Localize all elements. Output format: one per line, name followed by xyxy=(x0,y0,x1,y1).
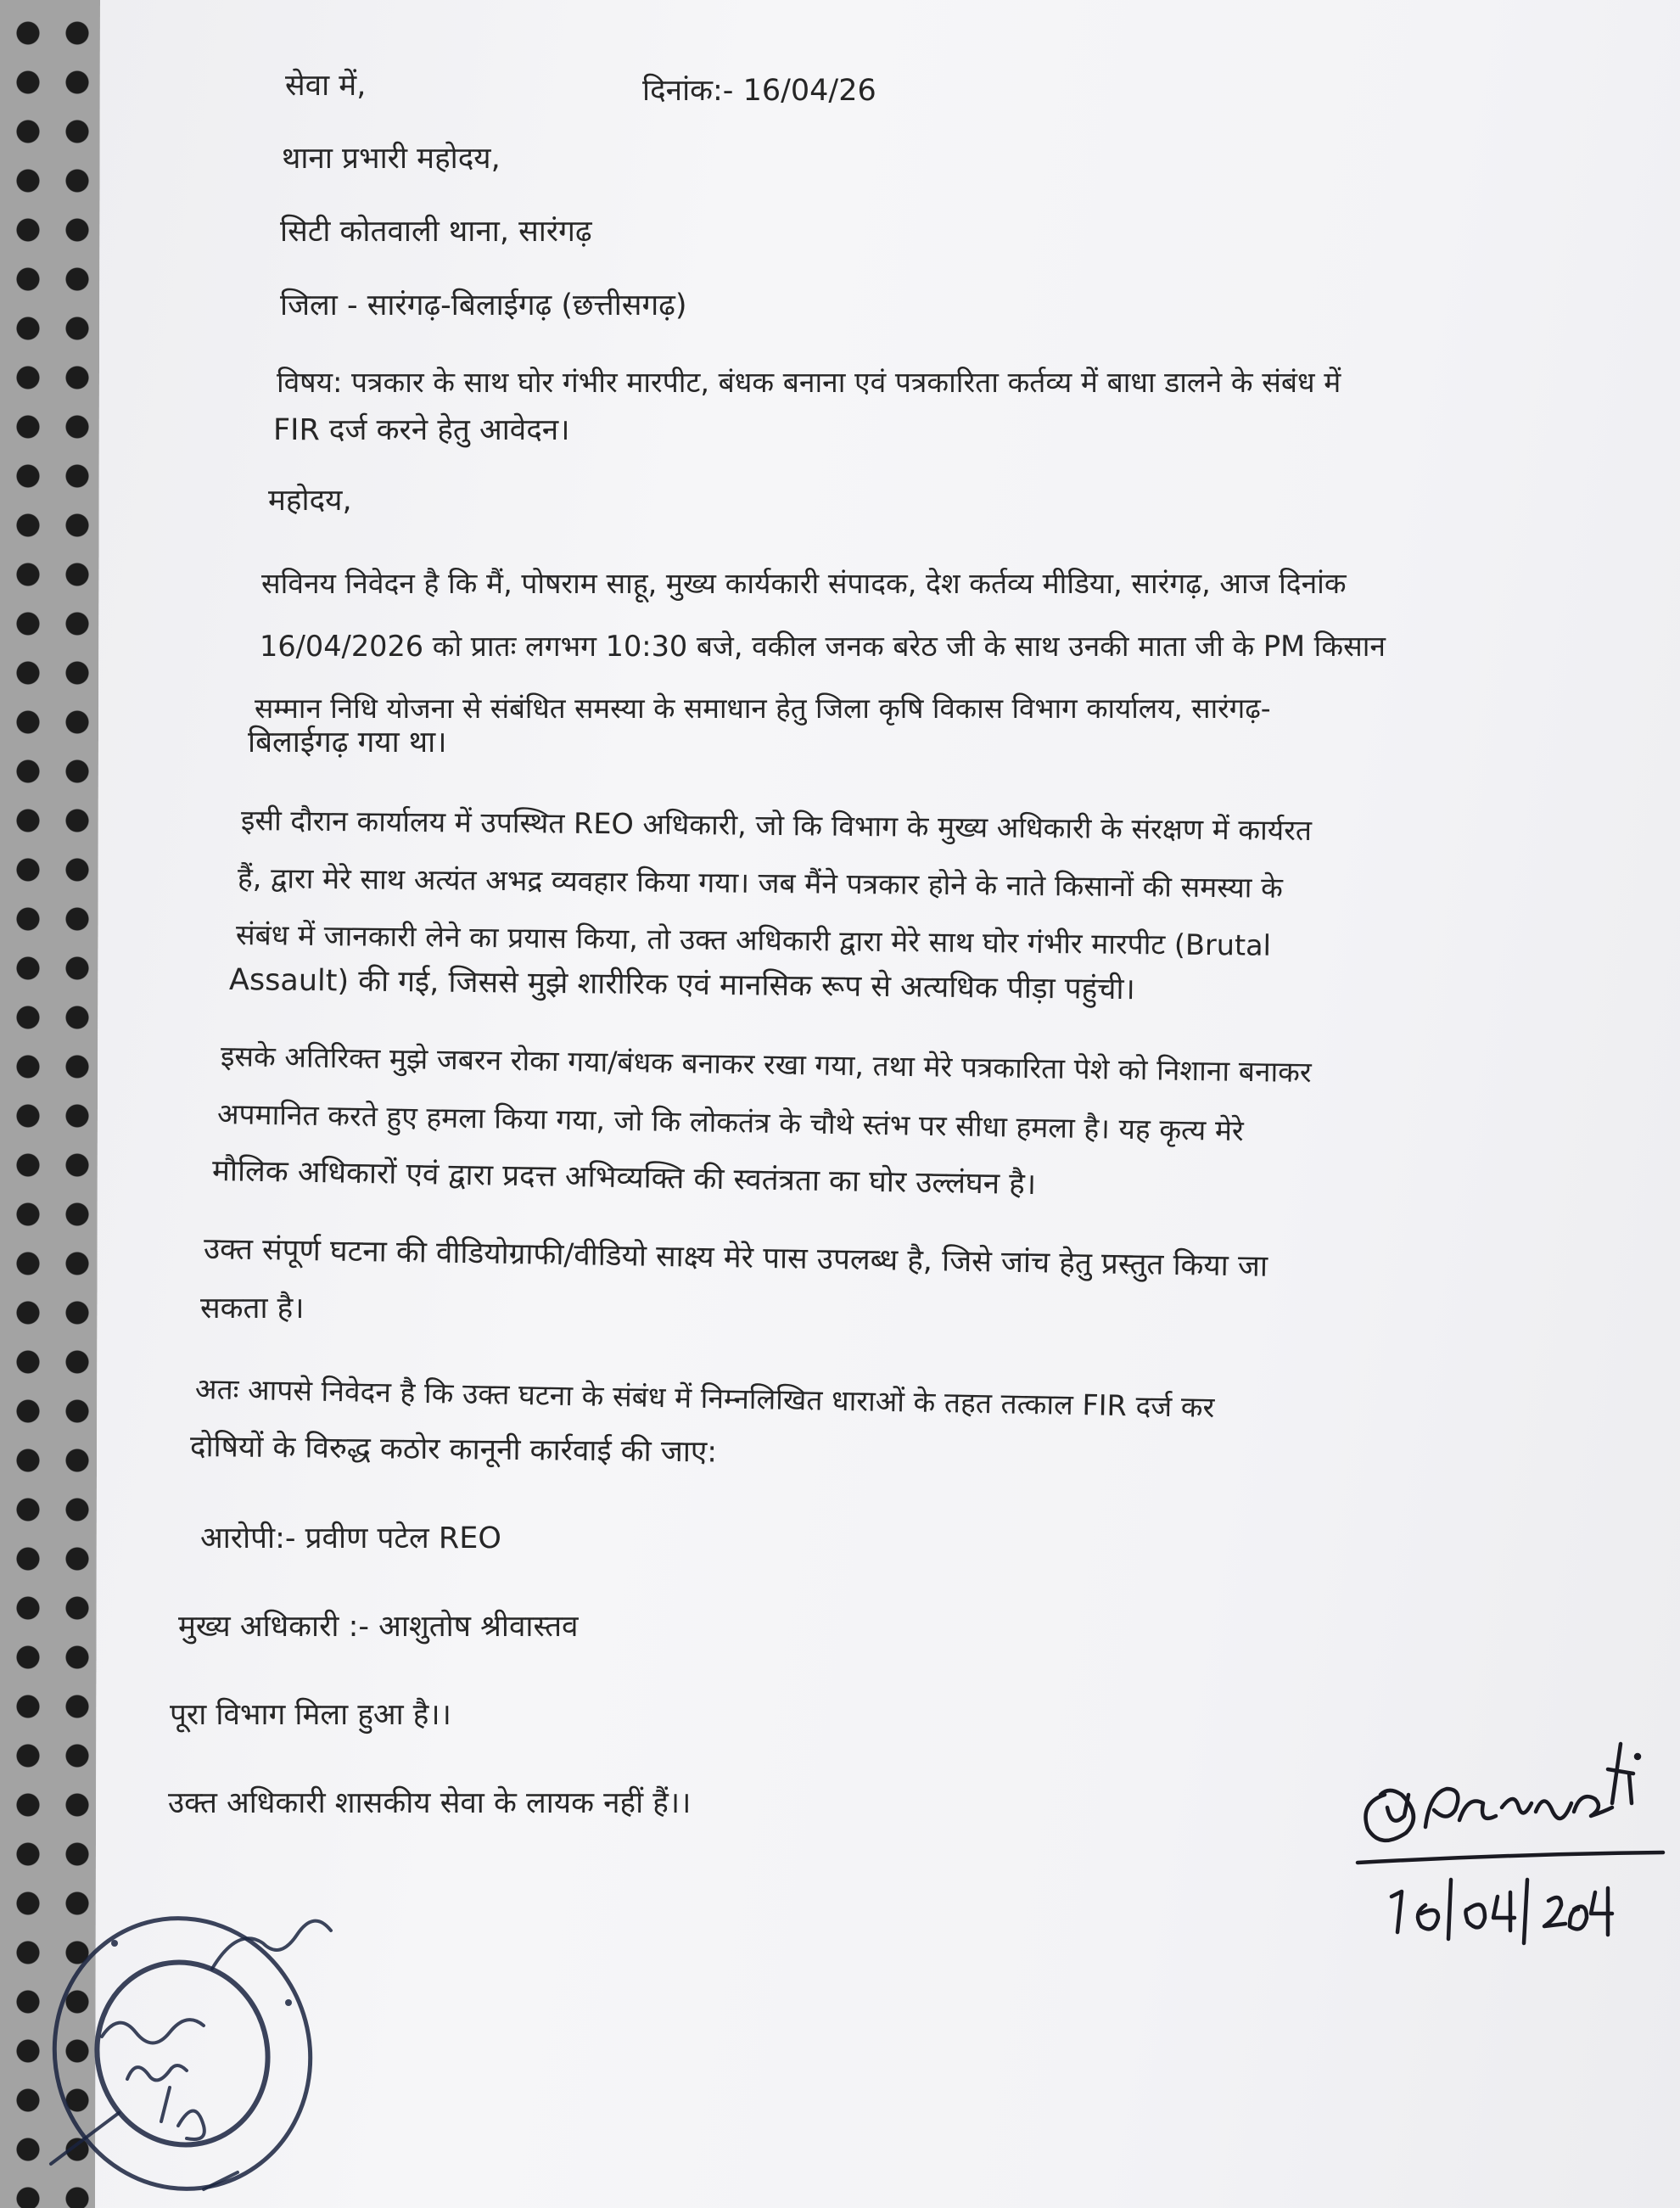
subject-line: विषय: पत्रकार के साथ घोर गंभीर मारपीट, बंधक बनाना एवं पत्रकारिता कर्तव्य में बाधा डालने के संबंध में xyxy=(277,366,1341,399)
para4-line: उक्त संपूर्ण घटना की वीडियोग्राफी/वीडियो साक्ष्य मेरे पास उपलब्ध है, जिसे जांच हेतु प्रस्तुत किया जा xyxy=(203,1232,1268,1284)
para3-line: इसके अतिरिक्त मुझे जबरन रोका गया/बंधक बनाकर रखा गया, तथा मेरे पत्रकारिता पेशे को निशाना बनाकर xyxy=(220,1040,1312,1090)
para2-line: संबंध में जानकारी लेने का प्रयास किया, तो उक्त अधिकारी द्वारा मेरे साथ घोर गंभीर मारपीट (Brutal xyxy=(235,918,1272,962)
police-station-stamp xyxy=(34,1841,373,2206)
para2-line: Assault) की गई, जिससे मुझे शारीरिक एवं मानसिक रूप से अत्यधिक पीड़ा पहुंची। xyxy=(228,963,1136,1007)
para2-line: इसी दौरान कार्यालय में उपस्थित REO अधिकारी, जो कि विभाग के मुख्य अधिकारी के संरक्षण में कार्यरत xyxy=(240,804,1313,848)
para3-line: अपमानित करते हुए हमला किया गया, जो कि लोकतंत्र के चौथे स्तंभ पर सीधा हमला है। यह कृत्य मेरे xyxy=(216,1097,1244,1148)
para5-line: दोषियों के विरुद्ध कठोर कानूनी कार्रवाई की जाए: xyxy=(189,1430,718,1470)
addressee: थाना प्रभारी महोदय, xyxy=(282,142,501,176)
station-line: सिटी कोतवाली थाना, सारंगढ़ xyxy=(280,215,592,249)
para1-line: बिलाईगढ़ गया था। xyxy=(248,726,447,759)
department-line: पूरा विभाग मिला हुआ है।। xyxy=(170,1698,451,1732)
para5-line: अतः आपसे निवेदन है कि उक्त घटना के संबंध में निम्नलिखित धाराओं के तहत तत्काल FIR दर्ज कर xyxy=(194,1372,1215,1425)
salutation: महोदय, xyxy=(268,484,352,518)
para1-line: सम्मान निधि योजना से संबंधित समस्या के समाधान हेतु जिला कृषि विकास विभाग कार्यालय, सारंगढ़- xyxy=(255,692,1271,725)
date-line: दिनांक:- 16/04/26 xyxy=(642,74,876,108)
district-line: जिला - सारंगढ़-बिलाईगढ़ (छत्तीसगढ़) xyxy=(280,289,687,322)
closing-line: उक्त अधिकारी शासकीय सेवा के लायक नहीं हैं।। xyxy=(168,1786,692,1820)
para4-line: सकता है। xyxy=(200,1292,305,1325)
handwritten-signature xyxy=(1341,1727,1680,1990)
para3-line: मौलिक अधिकारों एवं द्वारा प्रदत्त अभिव्यक्ति की स्वतंत्रता का घोर उल्लंघन है। xyxy=(211,1154,1037,1202)
para1-line: 16/04/2026 को प्रातः लगभग 10:30 बजे, वकील जनक बरेठ जी के साथ उनकी माता जी के PM किसान xyxy=(260,630,1386,663)
para2-line: हैं, द्वारा मेरे साथ अत्यंत अभद्र व्यवहार किया गया। जब मैंने पत्रकार होने के नाते किसानों की समस्या के xyxy=(237,861,1283,905)
to-label: सेवा में, xyxy=(285,69,367,103)
chief-officer-line: मुख्य अधिकारी :- आशुतोष श्रीवास्तव xyxy=(178,1610,579,1644)
para1-line: सविनय निवेदन है कि मैं, पोषराम साहू, मुख्य कार्यकारी संपादक, देश कर्तव्य मीडिया, सारंगढ़, आज दिनांक xyxy=(261,567,1347,600)
subject-line: FIR दर्ज करने हेतु आवेदन। xyxy=(273,413,570,447)
accused-line: आरोपी:- प्रवीण पटेल REO xyxy=(200,1522,501,1555)
